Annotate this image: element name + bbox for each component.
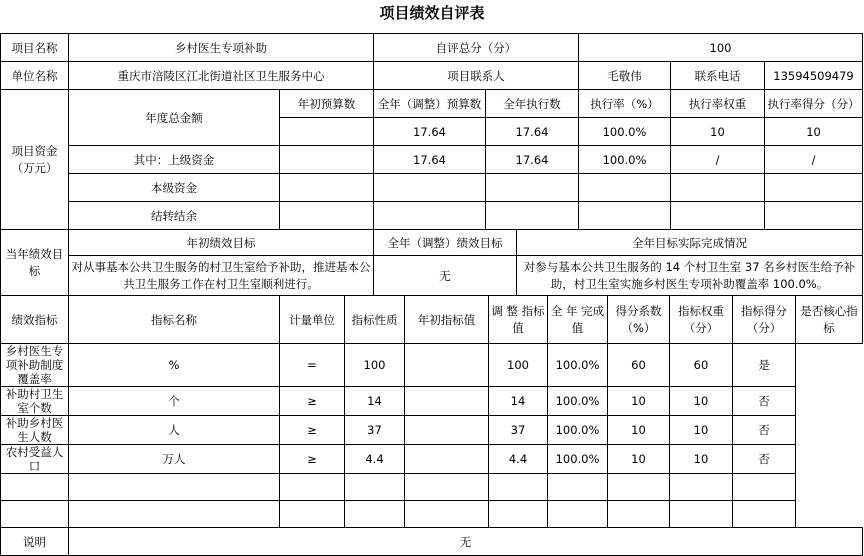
ind-cell: 100.0% [548, 344, 608, 387]
funds-cell: 10 [765, 118, 863, 146]
unit-name-value: 重庆市涪陵区江北街道社区卫生服务中心 [69, 62, 374, 90]
ind-header-nature: 指标性质 [345, 296, 405, 344]
page-title: 项目绩效自评表 [379, 4, 485, 22]
ind-cell: % [69, 344, 280, 387]
ind-cell [345, 474, 405, 501]
ind-cell: 14 [489, 387, 548, 416]
funds-cell [280, 174, 374, 202]
ind-cell [608, 474, 670, 501]
ind-cell: 10 [608, 445, 670, 474]
ind-cell [1, 474, 69, 501]
ind-cell: 60 [670, 344, 733, 387]
ind-cell: 100.0% [548, 445, 608, 474]
ind-cell: = [280, 344, 345, 387]
table-row [1, 474, 863, 501]
ind-cell: 补助乡村医生人数 [1, 416, 69, 445]
ind-cell: ≥ [280, 387, 345, 416]
ind-cell [670, 501, 733, 528]
ind-cell: 100 [345, 344, 405, 387]
goals-section-label: 当年绩效目标 [1, 230, 69, 296]
ind-header-core: 是否核心指标 [796, 296, 863, 344]
ind-cell: 4.4 [489, 445, 548, 474]
ind-cell: 乡村医生专项补助制度覆盖率 [1, 344, 69, 387]
table-row [1, 344, 863, 387]
project-name-label: 项目名称 [1, 34, 69, 62]
funds-cell [374, 202, 486, 230]
goals-table [0, 229, 863, 296]
header-budget-init: 年初预算数 [280, 90, 374, 118]
phone-label: 联系电话 [671, 62, 765, 90]
ind-cell: 14 [345, 387, 405, 416]
funds-cell [280, 202, 374, 230]
ind-cell: 37 [489, 416, 548, 445]
funds-cell [374, 174, 486, 202]
header-score: 执行率得分（分） [765, 90, 863, 118]
funds-cell [671, 202, 765, 230]
ind-header-coef: 得分系数（%） [608, 296, 670, 344]
ind-cell [670, 474, 733, 501]
ind-cell: 10 [608, 387, 670, 416]
funds-cell [280, 146, 374, 174]
table-row [1, 416, 863, 445]
goal-full-text: 无 [374, 256, 517, 296]
ind-header-score: 指标得分（分） [733, 296, 796, 344]
contact-value: 毛敬伟 [579, 62, 671, 90]
funds-cell [765, 174, 863, 202]
self-score-value: 100 [579, 34, 863, 62]
ind-cell [405, 416, 489, 445]
phone-value: 13594509479 [765, 62, 863, 90]
funds-row-label: 其中：上级资金 [69, 146, 280, 174]
ind-cell: 是 [733, 344, 796, 387]
ind-cell [405, 387, 489, 416]
ind-header-name: 指标名称 [69, 296, 280, 344]
ind-cell [489, 501, 548, 528]
funds-cell [579, 202, 671, 230]
indicators-section-label: 绩效指标 [1, 296, 69, 344]
evaluation-sheet [0, 33, 862, 556]
funds-cell: 100.0% [579, 118, 671, 146]
ind-cell: 100.0% [548, 416, 608, 445]
header-weight: 执行率权重 [671, 90, 765, 118]
goal-full-header: 全年（调整）绩效目标 [374, 230, 517, 256]
funds-row-label: 年度总金额 [69, 90, 280, 146]
ind-cell [1, 501, 69, 528]
ind-header-adjust: 调 整 指标值 [489, 296, 548, 344]
ind-cell [69, 501, 280, 528]
ind-cell: 37 [345, 416, 405, 445]
ind-cell [548, 474, 608, 501]
notes-value: 无 [69, 528, 863, 556]
contact-label: 项目联系人 [374, 62, 579, 90]
ind-cell: 100.0% [548, 387, 608, 416]
ind-cell: 10 [608, 416, 670, 445]
ind-cell: 100 [489, 344, 548, 387]
header-budget-full: 全年（调整）预算数 [374, 90, 486, 118]
ind-cell [405, 344, 489, 387]
ind-cell: ≥ [280, 445, 345, 474]
ind-cell [345, 501, 405, 528]
goal-init-header: 年初绩效目标 [69, 230, 374, 256]
funds-row-label: 本级资金 [69, 174, 280, 202]
goal-init-text: 对从事基本公共卫生服务的村卫生室给予补助，推进基本公共卫生服务工作在村卫生室顺利进行。 [69, 256, 374, 296]
ind-cell: ≥ [280, 416, 345, 445]
ind-cell: 10 [670, 416, 733, 445]
funds-cell: / [671, 146, 765, 174]
ind-header-weight: 指标权重（分） [670, 296, 733, 344]
ind-cell: 否 [733, 387, 796, 416]
funds-cell: 17.64 [374, 146, 486, 174]
funds-row-label: 结转结余 [69, 202, 280, 230]
funds-cell: 10 [671, 118, 765, 146]
funds-cell: / [765, 146, 863, 174]
ind-cell: 否 [733, 445, 796, 474]
funds-cell [486, 174, 579, 202]
ind-cell: 个 [69, 387, 280, 416]
table-row [1, 387, 863, 416]
unit-name-label: 单位名称 [1, 62, 69, 90]
ind-cell: 农村受益人口 [1, 445, 69, 474]
funds-cell: 17.64 [486, 146, 579, 174]
ind-cell [69, 474, 280, 501]
funds-cell [486, 202, 579, 230]
funds-cell: 17.64 [486, 118, 579, 146]
funds-cell [579, 174, 671, 202]
ind-cell [280, 501, 345, 528]
ind-cell [548, 501, 608, 528]
ind-cell: 人 [69, 416, 280, 445]
ind-cell: 补助村卫生室个数 [1, 387, 69, 416]
funds-cell [671, 174, 765, 202]
ind-cell [489, 474, 548, 501]
project-name-value: 乡村医生专项补助 [69, 34, 374, 62]
funds-cell: 100.0% [579, 146, 671, 174]
ind-cell [733, 474, 796, 501]
funds-cell [765, 202, 863, 230]
ind-cell: 10 [670, 445, 733, 474]
notes-table [0, 527, 863, 556]
ind-cell [608, 501, 670, 528]
goal-actual-header: 全年目标实际完成情况 [517, 230, 863, 256]
ind-cell [405, 445, 489, 474]
ind-cell: 否 [733, 416, 796, 445]
table-row [1, 501, 863, 528]
ind-cell [405, 474, 489, 501]
ind-cell: 10 [670, 387, 733, 416]
header-rate: 执行率（%） [579, 90, 671, 118]
funds-section-label: 项目资金（万元） [1, 90, 69, 230]
table-row [1, 445, 863, 474]
self-score-label: 自评总分（分） [374, 34, 579, 62]
ind-header-done: 全 年 完成值 [548, 296, 608, 344]
indicators-body [1, 344, 863, 528]
ind-header-init: 年初指标值 [405, 296, 489, 344]
ind-cell [733, 501, 796, 528]
ind-cell: 60 [608, 344, 670, 387]
funds-cell [280, 118, 374, 146]
funds-cell: 17.64 [374, 118, 486, 146]
ind-cell [280, 474, 345, 501]
goal-actual-text: 对参与基本公共卫生服务的 14 个村卫生室 37 名乡村医生给予补助，村卫生室实施乡村医生专项补助覆盖率 100.0%。 [517, 256, 863, 296]
indicators-table [0, 295, 863, 528]
ind-cell [405, 501, 489, 528]
ind-cell: 4.4 [345, 445, 405, 474]
notes-label: 说明 [1, 528, 69, 556]
project-info-table [0, 33, 863, 230]
ind-cell: 万人 [69, 445, 280, 474]
ind-header-unit: 计量单位 [280, 296, 345, 344]
header-exec: 全年执行数 [486, 90, 579, 118]
